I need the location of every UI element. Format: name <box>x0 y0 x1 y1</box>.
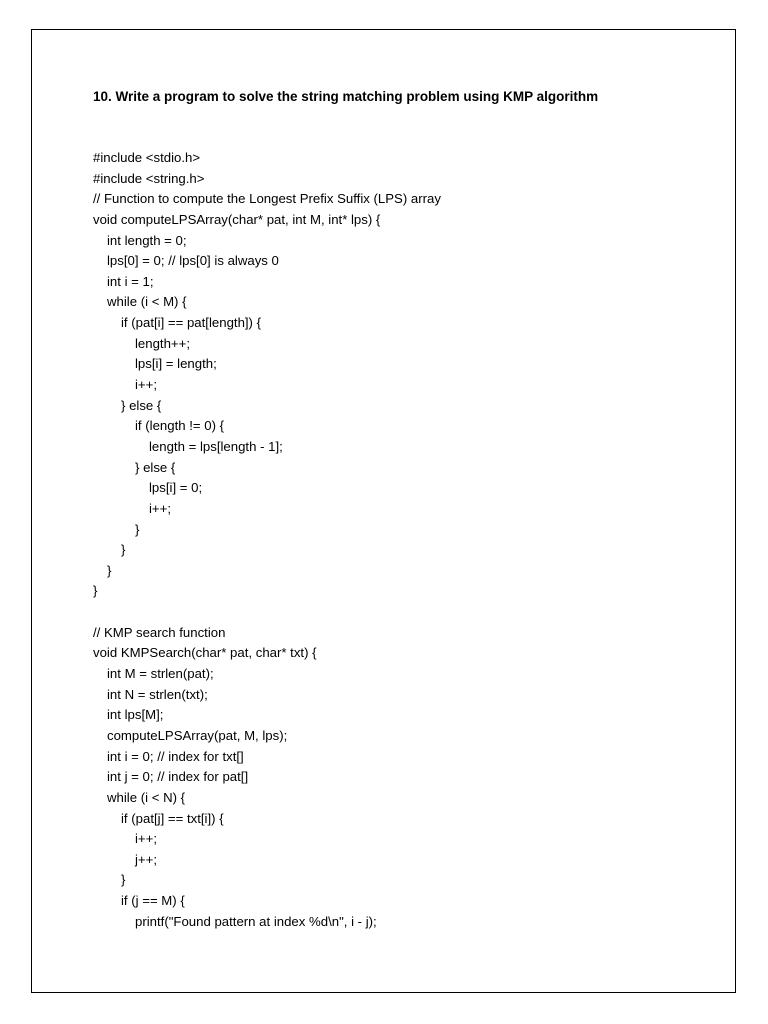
code-line: // KMP search function <box>93 624 226 640</box>
code-line: // Function to compute the Longest Prefix Suffix (LPS) array <box>93 191 441 207</box>
code-line: #include <string.h> <box>93 170 205 186</box>
code-line: } <box>121 872 126 888</box>
code-line: lps[i] = 0; <box>149 480 203 496</box>
code-line: if (j == M) { <box>121 893 185 909</box>
code-line: int i = 1; <box>107 273 154 289</box>
code-line: i++; <box>149 500 171 516</box>
code-line: int N = strlen(txt); <box>107 686 208 702</box>
code-line: } else { <box>121 397 162 413</box>
code-line: int i = 0; // index for txt[] <box>107 748 244 764</box>
code-line <box>93 602 441 623</box>
code-line: int length = 0; <box>107 232 187 248</box>
code-line: j++; <box>135 851 157 867</box>
code-line: int lps[M]; <box>107 707 164 723</box>
code-line: i++; <box>135 831 157 847</box>
code-line: printf("Found pattern at index %d\n", i - j); <box>135 913 377 929</box>
code-line: } <box>107 562 112 578</box>
code-line: int M = strlen(pat); <box>107 666 214 682</box>
code-block <box>93 148 441 932</box>
code-line: lps[i] = length; <box>135 356 217 372</box>
code-line: if (pat[j] == txt[i]) { <box>121 810 224 826</box>
question-heading: 10. Write a program to solve the string matching problem using KMP algorithm <box>93 89 599 104</box>
code-line: while (i < N) { <box>107 789 186 805</box>
code-line: i++; <box>135 377 157 393</box>
code-line: computeLPSArray(pat, M, lps); <box>107 727 288 743</box>
code-line: } else { <box>135 459 176 475</box>
code-line: } <box>121 542 126 558</box>
code-line: length = lps[length - 1]; <box>149 438 283 454</box>
code-line: void computeLPSArray(char* pat, int M, int* lps) { <box>93 211 381 227</box>
code-line: length++; <box>135 335 190 351</box>
code-line: int j = 0; // index for pat[] <box>107 769 249 785</box>
code-line: #include <stdio.h> <box>93 150 201 165</box>
code-line: } <box>135 521 140 537</box>
code-line: void KMPSearch(char* pat, char* txt) { <box>93 645 317 661</box>
code-line: } <box>93 583 98 599</box>
code-line: while (i < M) { <box>107 294 187 310</box>
code-line: if (length != 0) { <box>135 418 225 434</box>
code-line: if (pat[i] == pat[length]) { <box>121 315 262 331</box>
code-line: lps[0] = 0; // lps[0] is always 0 <box>107 253 279 269</box>
